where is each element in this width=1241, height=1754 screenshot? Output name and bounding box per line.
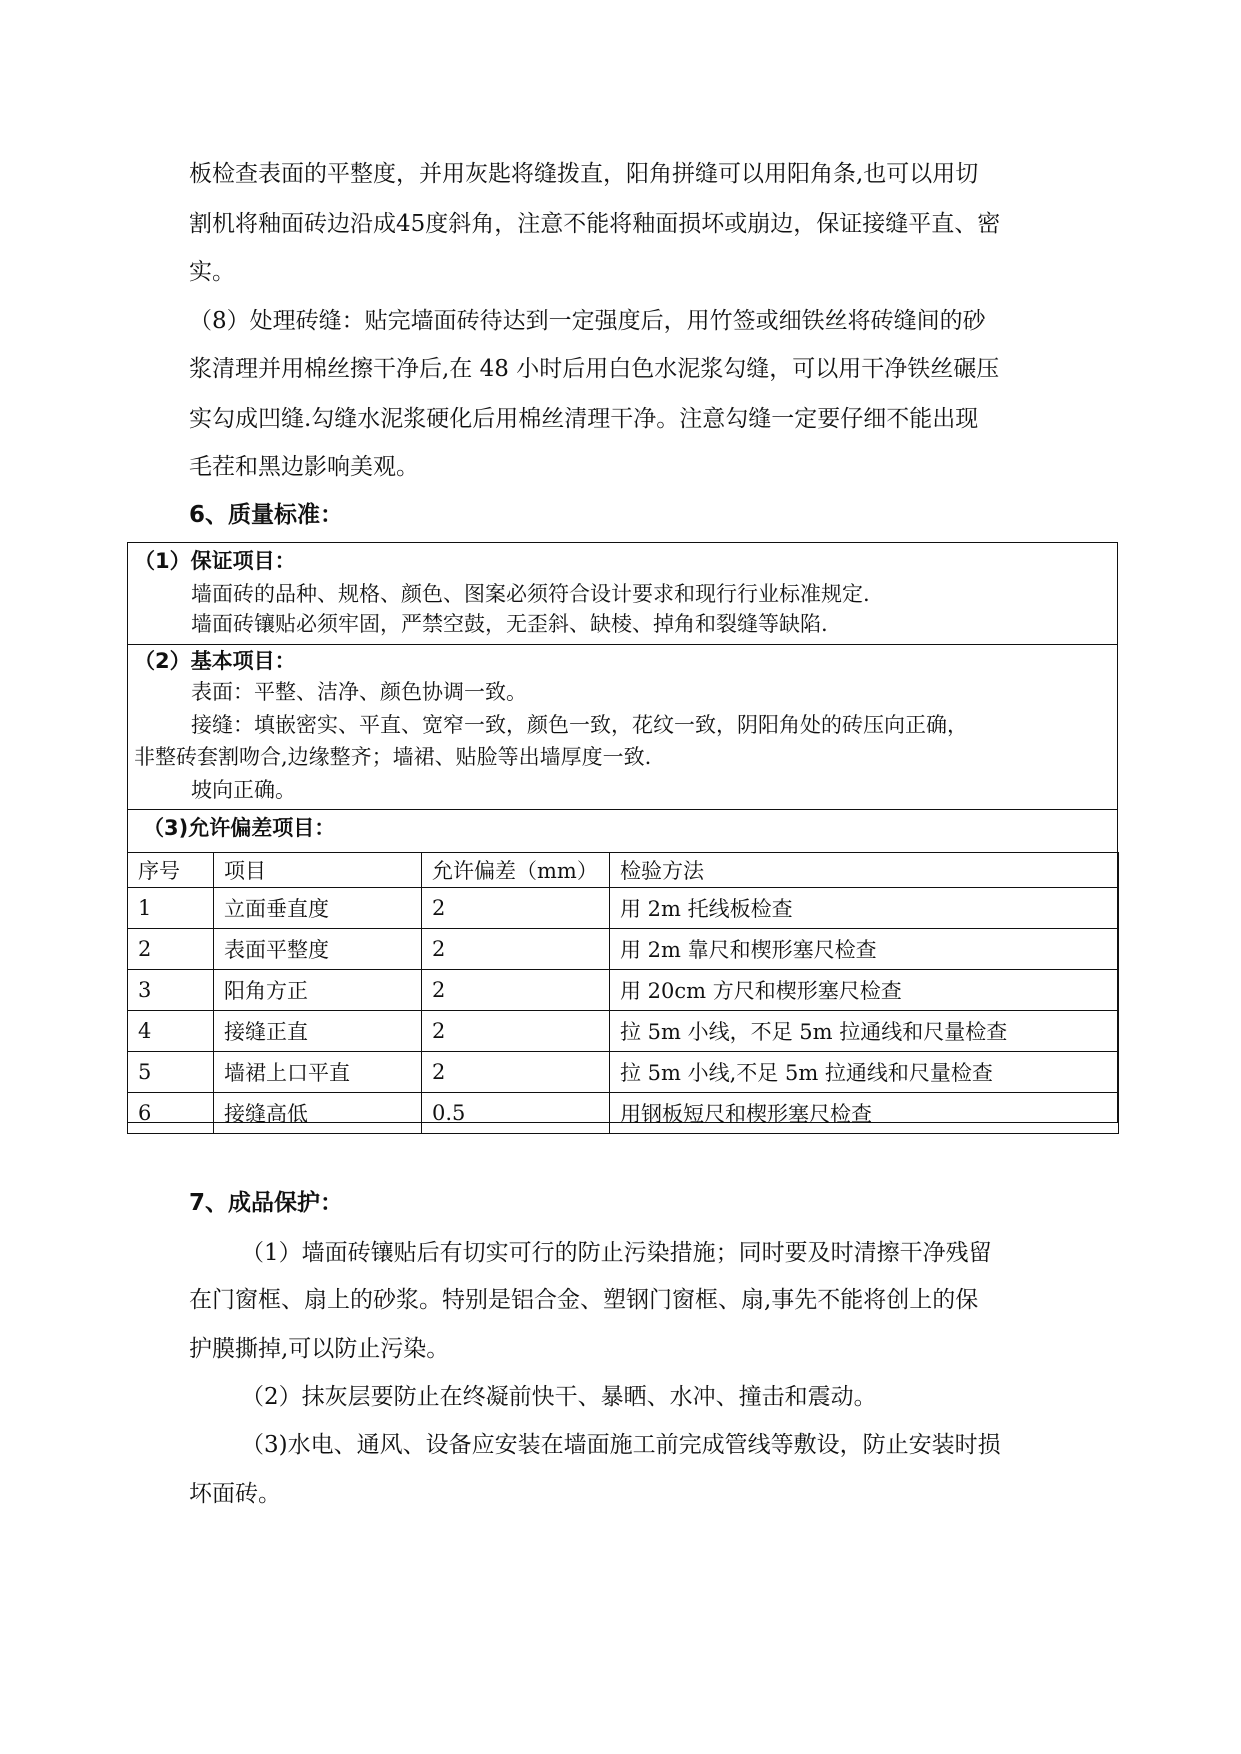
header-cell: 序号 — [128, 853, 214, 888]
table-cell: 2 — [422, 1011, 610, 1052]
table-cell: 阳角方正 — [214, 970, 422, 1011]
text-line: 护膜撕掉,可以防止污染。 — [189, 1336, 450, 1362]
table-cell: 2 — [422, 929, 610, 970]
guarantee-items-section — [128, 543, 1117, 645]
table-row — [128, 1093, 1119, 1134]
basic-item: 表面：平整、洁净、颜色协调一致。 — [191, 680, 527, 704]
table-cell: 1 — [128, 888, 214, 929]
text-line: 毛茬和黑边影响美观。 — [189, 454, 419, 480]
table-row — [128, 970, 1119, 1011]
header-cell: 项目 — [214, 853, 422, 888]
table-row — [128, 929, 1119, 970]
table-cell: 4 — [128, 1011, 214, 1052]
table-cell: 2 — [422, 1052, 610, 1093]
table-cell: 表面平整度 — [214, 929, 422, 970]
text-line: 板检查表面的平整度，并用灰匙将缝拨直，阳角拼缝可以用阳角条,也可以用切 — [189, 161, 979, 187]
basic-item: 非整砖套割吻合,边缘整齐；墙裙、贴脸等出墙厚度一致. — [134, 745, 652, 769]
basic-item: 接缝：填嵌密实、平直、宽窄一致，颜色一致，花纹一致，阴阳角处的砖压向正确， — [191, 713, 968, 737]
basic-items-title: （2）基本项目： — [134, 649, 296, 673]
table-cell: 0.5 — [422, 1093, 610, 1134]
guarantee-items-title: （1）保证项目： — [134, 549, 296, 573]
text-line: 浆清理并用棉丝擦干净后,在 48 小时后用白色水泥浆勾缝，可以用干净铁丝碾压 — [189, 356, 1000, 382]
table-cell: 3 — [128, 970, 214, 1011]
text-line: 割机将釉面砖边沿成45度斜角，注意不能将釉面损坏或崩边，保证接缝平直、密 — [189, 211, 1001, 237]
table-cell: 接缝高低 — [214, 1093, 422, 1134]
tolerance-table — [127, 852, 1119, 1134]
table-cell: 立面垂直度 — [214, 888, 422, 929]
table-cell: 用钢板短尺和楔形塞尺检查 — [610, 1093, 1119, 1134]
text-line: （1）墙面砖镶贴后有切实可行的防止污染措施；同时要及时清擦干净残留 — [241, 1240, 992, 1266]
text-line: 实。 — [189, 259, 235, 285]
table-cell: 用 2m 托线板检查 — [610, 888, 1119, 929]
table-cell: 墙裙上口平直 — [214, 1052, 422, 1093]
text-line: （8）处理砖缝：贴完墙面砖待达到一定强度后，用竹签或细铁丝将砖缝间的砂 — [189, 308, 986, 334]
table-row — [128, 1011, 1119, 1052]
guarantee-item: 墙面砖镶贴必须牢固，严禁空鼓，无歪斜、缺棱、掉角和裂缝等缺陷. — [191, 612, 828, 636]
guarantee-item: 墙面砖的品种、规格、颜色、图案必须符合设计要求和现行行业标准规定. — [191, 582, 870, 606]
quality-standards-box — [127, 542, 1118, 1126]
basic-items-section — [128, 645, 1117, 810]
table-row — [128, 1052, 1119, 1093]
table-cell: 2 — [422, 888, 610, 929]
tolerance-items-title: （3)允许偏差项目： — [143, 816, 336, 840]
header-cell: 允许偏差（mm） — [422, 853, 610, 888]
table-cell: 拉 5m 小线，不足 5m 拉通线和尺量检查 — [610, 1011, 1119, 1052]
header-cell: 检验方法 — [610, 853, 1119, 888]
table-cell: 6 — [128, 1093, 214, 1134]
table-cell: 接缝正直 — [214, 1011, 422, 1052]
section7-heading: 7、成品保护： — [189, 1190, 344, 1216]
table-header-row — [128, 853, 1119, 888]
table-row — [128, 888, 1119, 929]
table-cell: 5 — [128, 1052, 214, 1093]
text-line: 在门窗框、扇上的砂浆。特别是铝合金、塑钢门窗框、扇,事先不能将创上的保 — [189, 1287, 979, 1313]
text-line: （3)水电、通风、设备应安装在墙面施工前完成管线等敷设，防止安装时损 — [241, 1432, 1001, 1458]
table-cell: 拉 5m 小线,不足 5m 拉通线和尺量检查 — [610, 1052, 1119, 1093]
section7-paragraph-2: （2）抹灰层要防止在终凝前快干、暴晒、水冲、撞击和震动。 — [241, 1384, 877, 1410]
table-cell: 2 — [128, 929, 214, 970]
table-cell: 2 — [422, 970, 610, 1011]
text-line: 坏面砖。 — [189, 1481, 281, 1507]
table-cell: 用 2m 靠尺和楔形塞尺检查 — [610, 929, 1119, 970]
basic-item: 坡向正确。 — [191, 778, 296, 802]
text-line: 实勾成凹缝.勾缝水泥浆硬化后用棉丝清理干净。注意勾缝一定要仔细不能出现 — [189, 406, 979, 432]
section6-heading: 6、质量标准： — [189, 502, 344, 528]
table-cell: 用 20cm 方尺和楔形塞尺检查 — [610, 970, 1119, 1011]
